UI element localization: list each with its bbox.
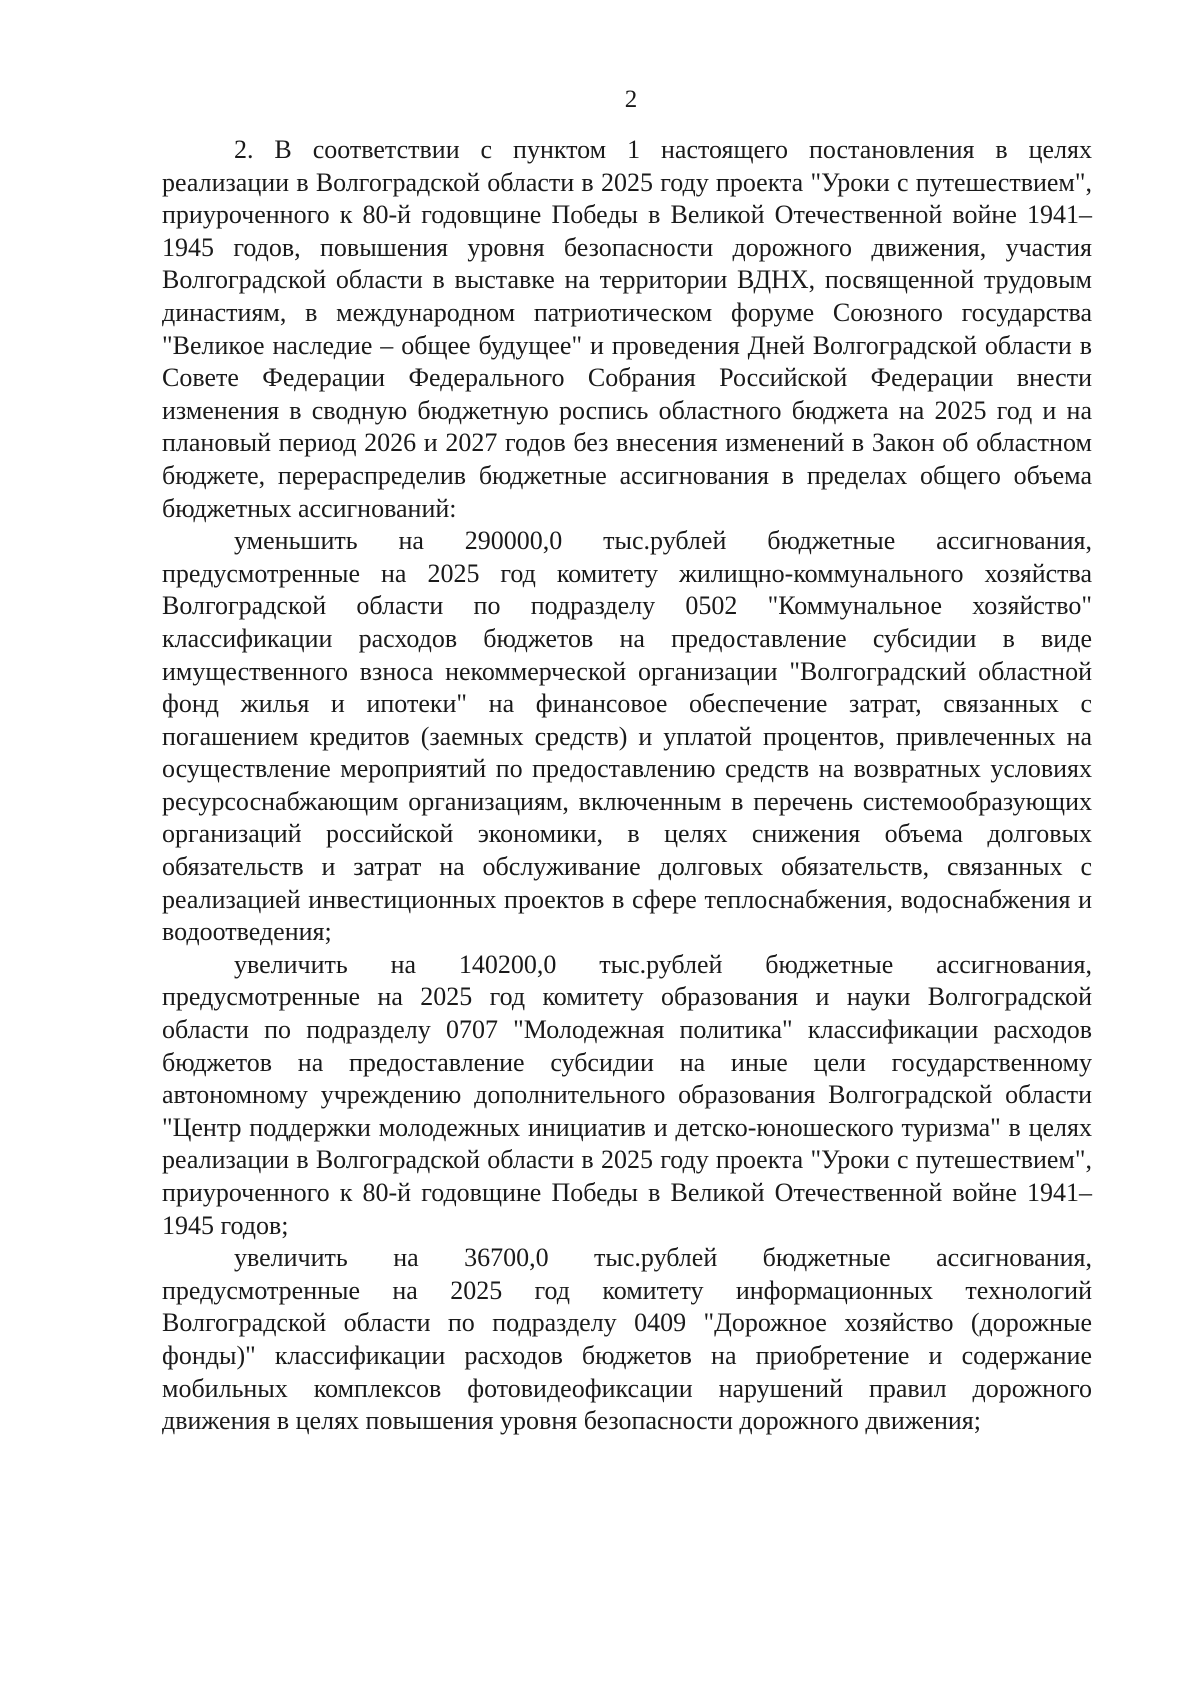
paragraph-decrease-housing: уменьшить на 290000,0 тыс.рублей бюджетные ассигнования, предусмотренные на 2025 год комитету жилищно-коммунального хозяйства Волгоградской области по подразделу 0502 "Коммунальное хозяйство" классификации расходов бюджетов на предоставление субсидии в виде имущественного взноса некоммерческой организации "Волгоградский областной фонд жилья и ипотеки" на финансовое обеспечение затрат, связанных с погашением кредитов (заемных средств) и уплатой процентов, привлеченных на осуществление мероприятий по предоставлению средств на возвратных условиях ресурсоснабжающим организациям, включенным в перечень системообразующих организаций российской экономики, в целях снижения объема долговых обязательств и затрат на обслуживание долговых обязательств, связанных с реализацией инвестиционных проектов в сфере теплоснабжения, водоснабжения и водоотведения; [162,526,1092,947]
paragraph-increase-education: увеличить на 140200,0 тыс.рублей бюджетные ассигнования, предусмотренные на 2025 год комитету образования и науки Волгоградской области по подразделу 0707 "Молодежная политика" классификации расходов бюджетов на предоставление субсидии на иные цели государственному автономному учреждению дополнительного образования Волгоградской области "Центр поддержки молодежных инициатив и детско-юношеского туризма" в целях реализации в Волгоградской области в 2025 году проекта "Уроки с путешествием", приуроченного к 80-й годовщине Победы в Великой Отечественной войне 1941–1945 годов; [162,949,1092,1240]
paragraph-increase-it: увеличить на 36700,0 тыс.рублей бюджетные ассигнования, предусмотренные на 2025 год комитету информационных технологий Волгоградской области по подразделу 0409 "Дорожное хозяйство (дорожные фонды)" классификации расходов бюджетов на приобретение и содержание мобильных комплексов фотовидеофиксации нарушений правил дорожного движения в целях повышения уровня безопасности дорожного движения; [162,1243,1092,1436]
document-body [162,134,1092,1438]
page-number: 2 [624,86,638,113]
paragraph-item-2: 2. В соответствии с пунктом 1 настоящего постановления в целях реализации в Волгоградской области в 2025 году проекта "Уроки с путешествием", приуроченного к 80-й годовщине Победы в Великой Отечественной войне 1941–1945 годов, повышения уровня безопасности дорожного движения, участия Волгоградской области в выставке на территории ВДНХ, посвященной трудовым династиям, в международном патриотическом форуме Союзного государства "Великое наследие – общее будущее" и проведения Дней Волгоградской области в Совете Федерации Федерального Собрания Российской Федерации внести изменения в сводную бюджетную роспись областного бюджета на 2025 год и на плановый период 2026 и 2027 годов без внесения изменений в Закон об областном бюджете, перераспределив бюджетные ассигнования в пределах общего объема бюджетных ассигнований: [162,135,1092,523]
